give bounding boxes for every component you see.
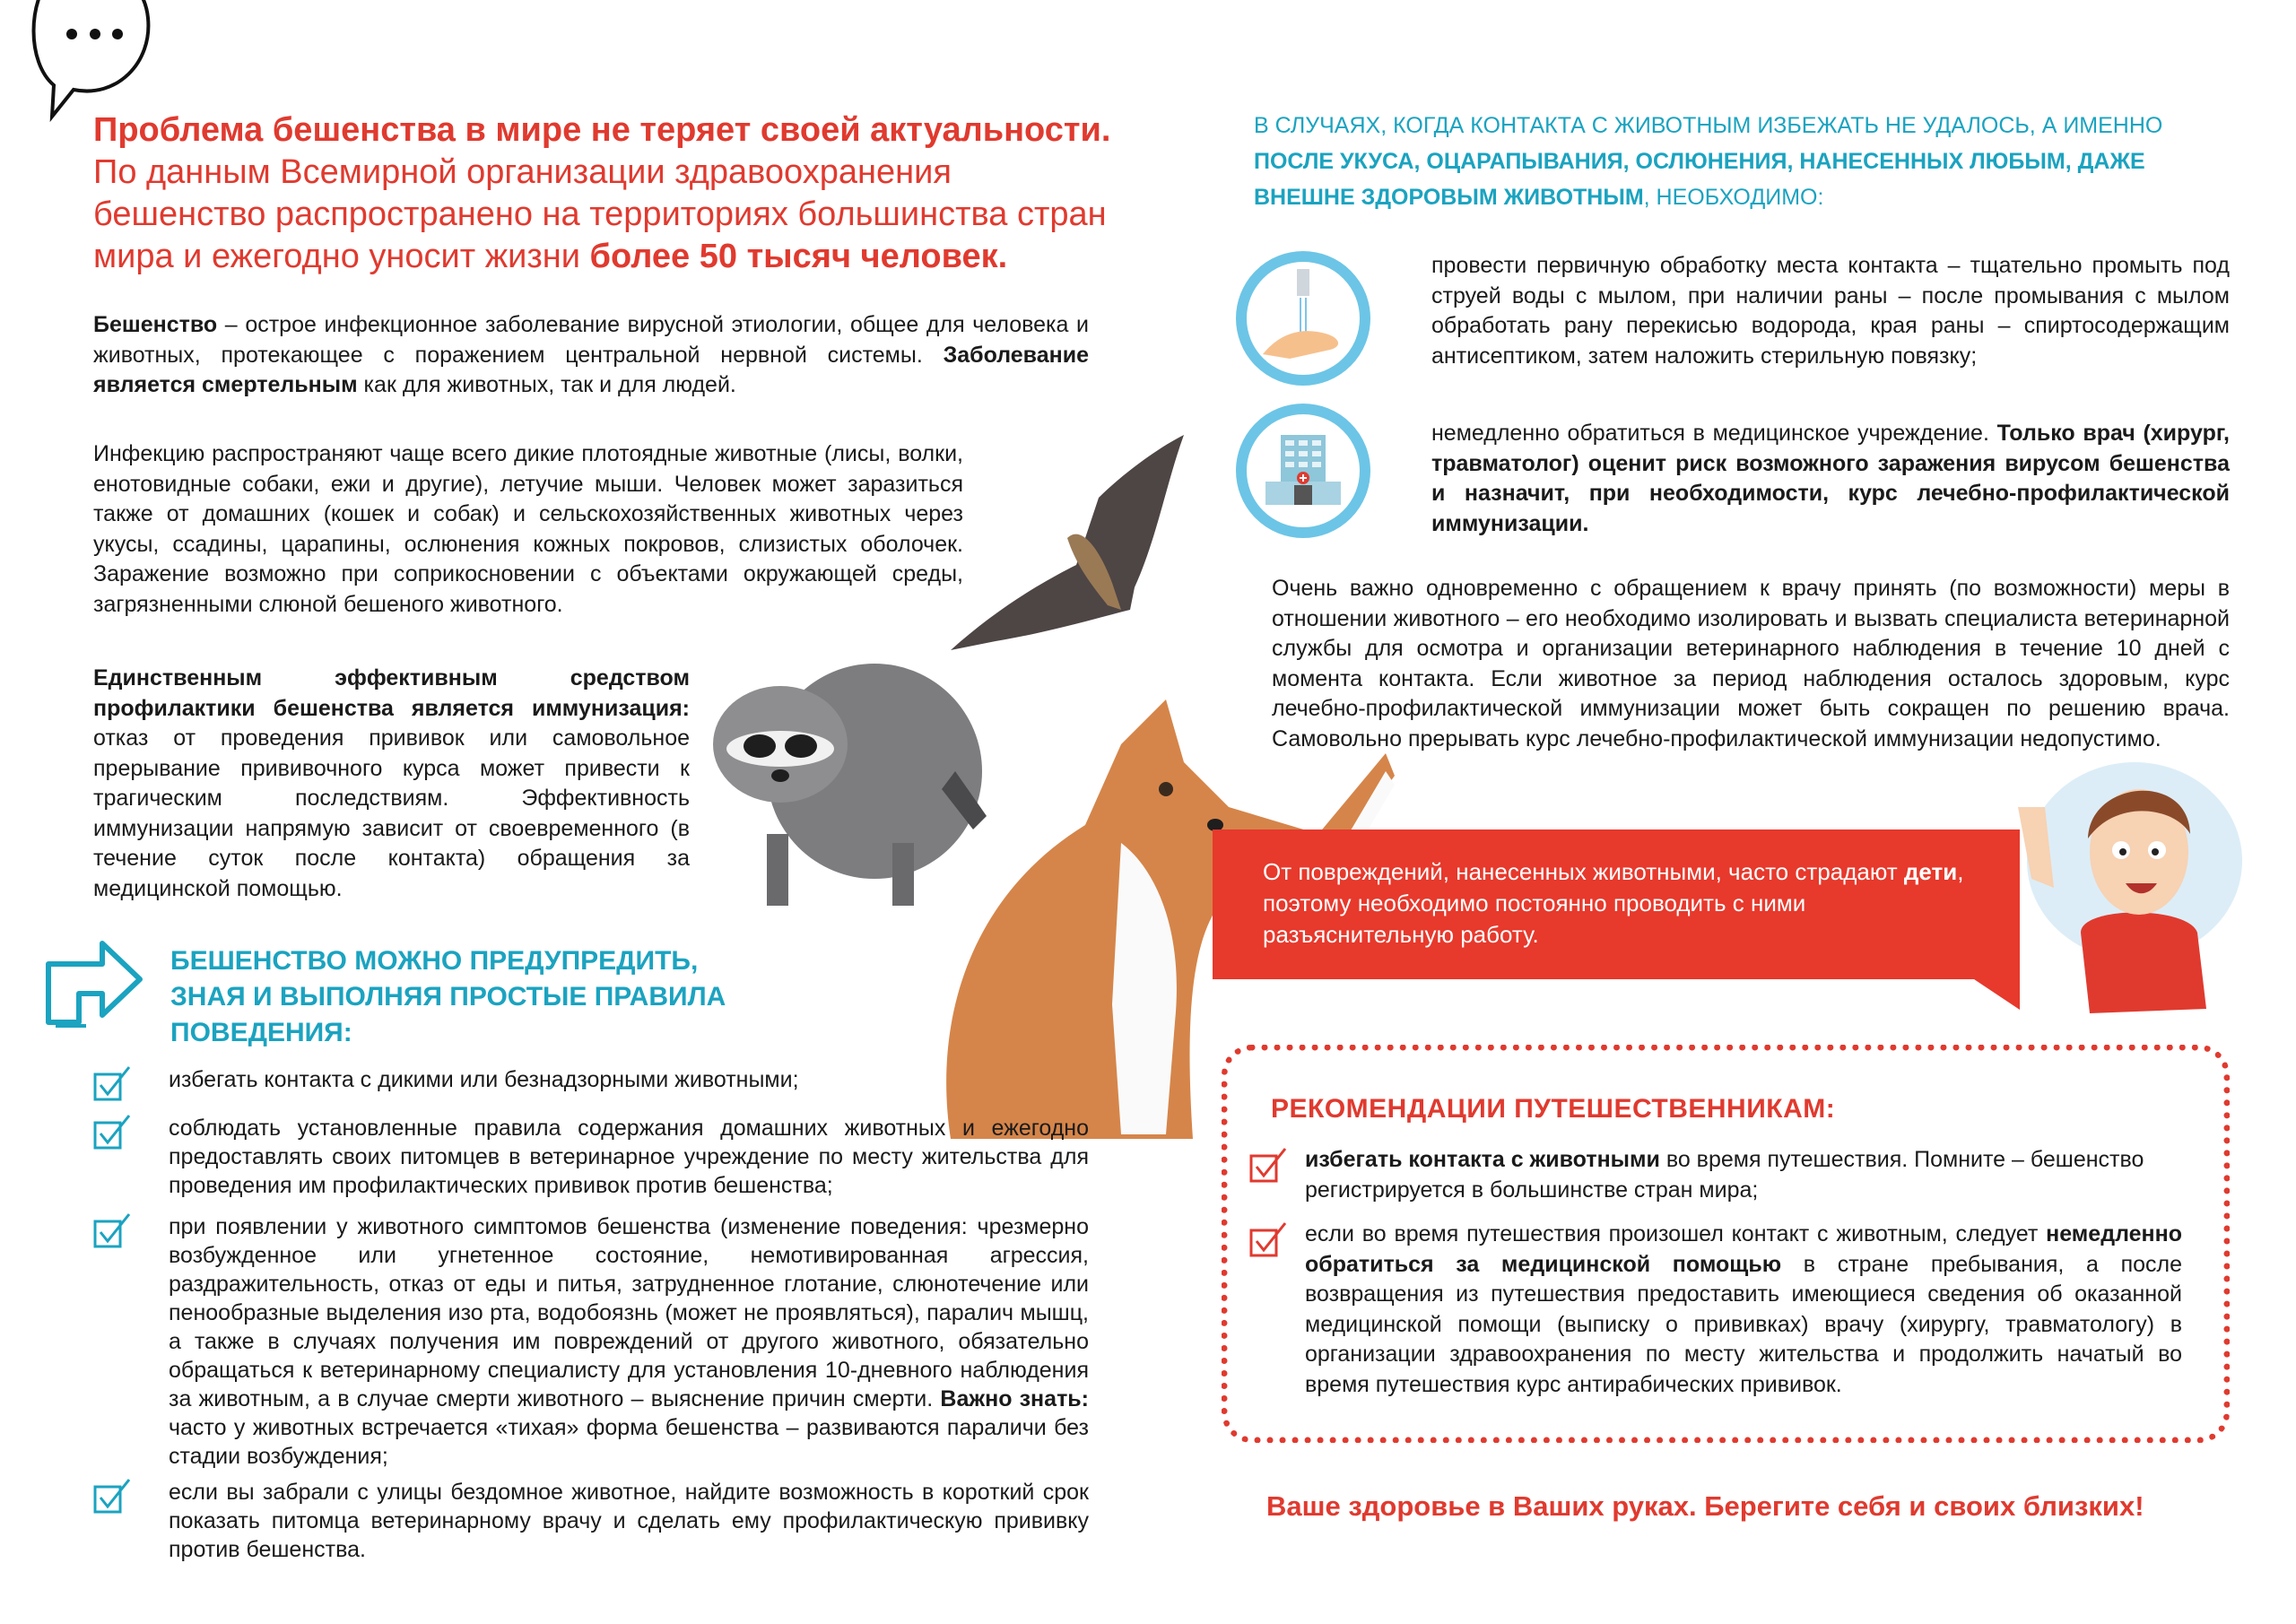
immunization-paragraph: Единственным эффективным средством профилактики бешенства является иммунизация: отказ от проведения прививок или самовольное прерывание прививочного курса может привести к трагическим последствиям. Эффективность иммунизации напрямую зависит от своевременного (в течение суток после контакта) обращения за медицинской помощью. <box>93 665 690 901</box>
prevention-item: избегать контакта с дикими или безнадзорными животными; <box>93 1065 1089 1094</box>
boy-illustration <box>1982 753 2251 1022</box>
headline-emphasis: более 50 тысяч человек <box>589 238 998 275</box>
prevention-item: если вы забрали с улицы бездомное животное, найдите возможность в короткий срок показать питомца ветеринарному врачу и сделать ему профилактическую прививку против бешенства. <box>93 1478 1089 1564</box>
step-hospital-text: немедленно обратиться в медицинское учреждение. Только врач (хирург, травматолог) оценит риск возможного заражения вирусом бешенства и назначит, при необходимости, курс лечебно-профилактической иммунизации. <box>1431 421 2231 536</box>
check-icon <box>93 1114 133 1150</box>
intro-headline: Проблема бешенства в мире не теряет своей актуальности. По данным Всемирной организации здравоохранения бешенство распространено на территориях большинства стран мира и ежегодно уносит жизни более 50 тысяч человек. <box>93 111 1111 275</box>
prevention-item: соблюдать установленные правила содержания домашних животных и ежегодно предоставлять своих питомцев в ветеринарное учреждение по месту жительства для проведения им профилактических прививок против бешенства; <box>93 1114 1089 1200</box>
travel-title: РЕКОМЕНДАЦИИ ПУТЕШЕСТВЕННИКАМ: <box>1271 1094 1836 1124</box>
check-icon <box>93 1478 133 1514</box>
turn-arrow-icon <box>39 933 147 1031</box>
closing-slogan: Ваше здоровье в Ваших руках. Берегите себя и своих близких! <box>1266 1490 2144 1522</box>
check-icon <box>93 1065 133 1101</box>
travel-item: избегать контакта с животными во время путешествия. Помните – бешенство регистрируется в большинстве стран мира; <box>1249 1145 2182 1205</box>
step-wash-text: провести первичную обработку места контакта – тщательно промыть под струей воды с мылом, при наличии раны – после промывания с мылом обработать рану перекисью водорода, края раны – спиртосодержащим антисептиком, затем наложить стерильную повязку; <box>1431 253 2230 369</box>
hospital-icon <box>1236 404 1370 538</box>
bat-image <box>942 430 1193 655</box>
definition-term: Бешенство <box>93 312 218 337</box>
important-paragraph: Очень важно одновременно с обращением к врачу принять (по возможности) меры в отношении животного – его необходимо изолировать и вызвать специалиста ветеринарной службы для осмотра и организации ветеринарного наблюдения в течение 10 дней с момента контакта. Если животное за период наблюдения осталось здоровым, курс лечебно-профилактической иммунизации может быть сокращен по решению врача. Самовольно прерывать курс лечебно-профилактической иммунизации недопустимо. <box>1272 576 2230 751</box>
hand-washing-icon <box>1236 251 1370 386</box>
check-icon <box>1249 1221 1289 1257</box>
children-banner: От повреждений, нанесенных животными, часто страдают дети, поэтому необходимо постоянно проводить с ними разъяснительную работу. <box>1213 829 2020 979</box>
prevention-title: БЕШЕНСТВО МОЖНО ПРЕДУПРЕДИТЬ, ЗНАЯ И ВЫПОЛНЯЯ ПРОСТЫЕ ПРАВИЛА ПОВЕДЕНИЯ: <box>170 946 726 1047</box>
check-icon <box>1249 1147 1289 1183</box>
contact-lead: В СЛУЧАЯХ, КОГДА КОНТАКТА С ЖИВОТНЫМ ИЗБЕЖАТЬ НЕ УДАЛОСЬ, А ИМЕННО ПОСЛЕ УКУСА, ОЦАРАПЫВАНИЯ, ОСЛЮНЕНИЯ, НАНЕСЕННЫХ ЛЮБЫМ, ДАЖЕ ВНЕШНЕ ЗДОРОВЫМ ЖИВОТНЫМ, НЕОБХОДИМО: <box>1254 113 2163 210</box>
headline-bold: Проблема бешенства в мире не теряет своей актуальности <box>93 111 1101 149</box>
spread-paragraph: Инфекцию распространяют чаще всего дикие плотоядные животные (лисы, волки, енотовидные собаки, ежи и другие), летучие мыши. Человек может заразиться также от домашних (кошек и собак) и сельскохозяйственных животных через укусы, ссадины, царапины, ослюнения кожных покровов, слизистых оболочек. Заражение возможно при соприкосновении с объектами окружающей среды, загрязненными слюной бешеного животного. <box>93 441 963 617</box>
check-icon <box>93 1212 133 1248</box>
travel-item: если во время путешествия произошел контакт с животным, следует немедленно обратиться за медицинской помощью в стране пребывания, а после возвращения из путешествия предоставить имеющиеся сведения об оказанной медицинской помощи (выписку о прививках) врачу (хирургу, травматологу) в организации здравоохранения по месту жительства и продолжить начатый во время путешествия курс антирабических прививок. <box>1249 1220 2182 1400</box>
travel-recommendations-box <box>1222 1045 2230 1443</box>
headline-rest: По данным Всемирной организации здравоохранения бешенство распространено на территориях большинства стран мира и ежегодно уносит жизни <box>93 153 1107 275</box>
prevention-item: при появлении у животного симптомов бешенства (изменение поведения: чрезмерно возбужденное или угнетенное состояние, немотивированная агрессия, раздражительность, отказ от еды и питья, затрудненное глотание, слюнотечение или пенообразные выделения изо рта, водобоязнь (может не проявляться), паралич мышц, а также в случаях получения им повреждений от другого животного, обязательно обращаться к ветеринарному специалисту для установления 10-дневного наблюдения за животным, а в случае смерти животного – выяснение причин смерти. Важно знать: часто у животных встречается «тихая» форма бешенства – развиваются параличи без стадии возбуждения; <box>93 1212 1089 1471</box>
definition-paragraph: Бешенство – острое инфекционное заболевание вирусной этиологии, общее для человека и животных, протекающее с поражением центральной нервной системы. Заболевание является смертельным как для животных, так и для людей. <box>93 312 1089 397</box>
speech-bubble-icon <box>18 0 152 126</box>
